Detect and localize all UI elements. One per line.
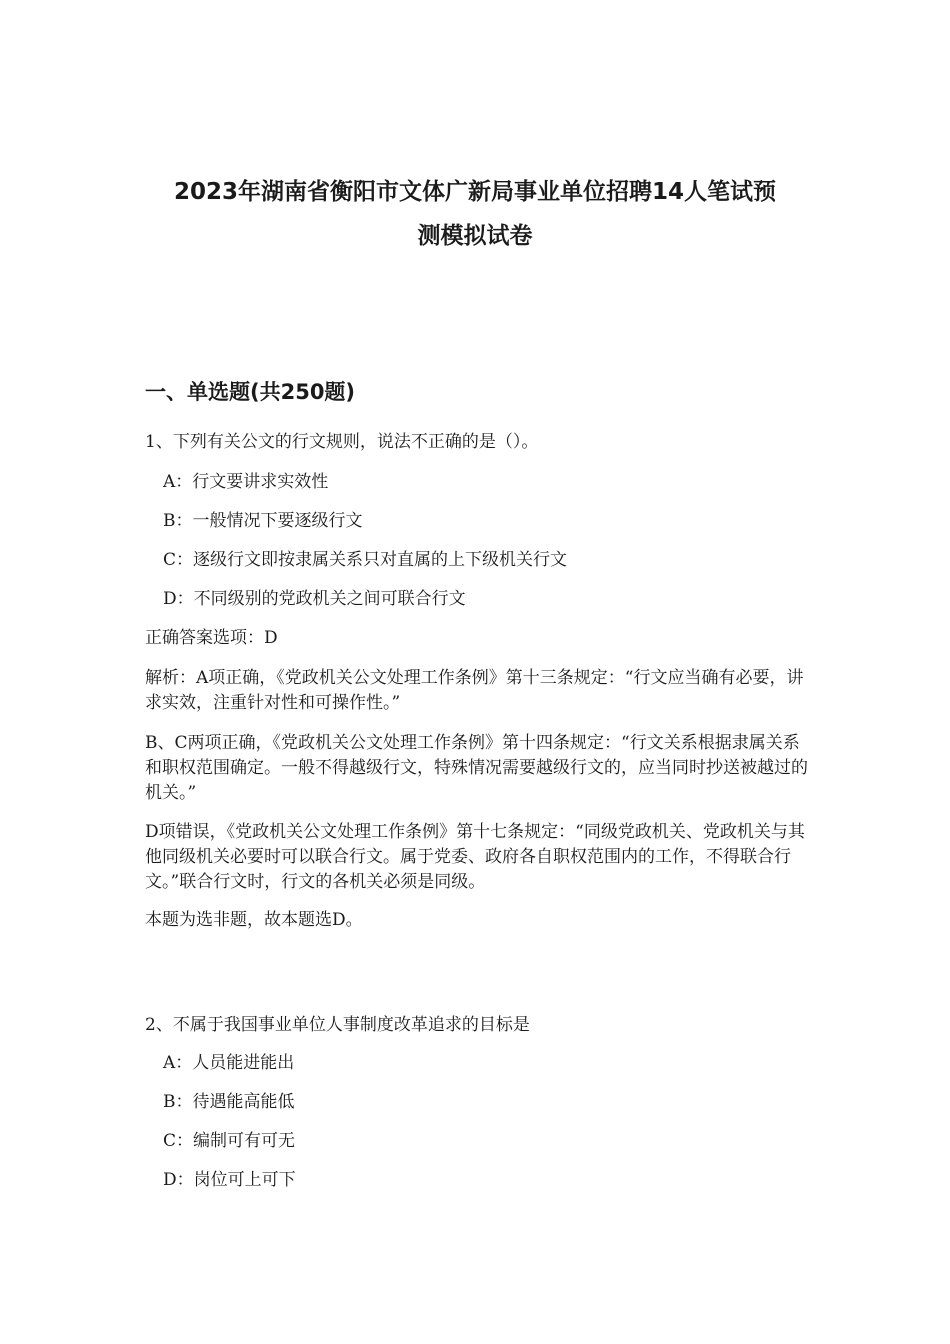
option-c: C：编制可有可无 — [163, 1131, 296, 1151]
analysis-paragraph: B、C两项正确，《党政机关公文处理工作条例》第十四条规定：“行文关系根据隶属关系和职权范围确定。一般不得越级行文，特殊情况需要越级行文的，应当同时抄送被越过的机关。” — [145, 733, 808, 803]
option-c: C：逐级行文即按隶属关系只对直属的上下级机关行文 — [163, 550, 568, 570]
analysis-conclusion: 本题为选非题，故本题选D。 — [145, 910, 363, 930]
analysis-paragraph: D项错误，《党政机关公文处理工作条例》第十七条规定：“同级党政机关、党政机关与其他同级机关必要时可以联合行文。属于党委、政府各自职权范围内的工作，不得联合行文。”联合行文时，行文的各机关必须是同级。 — [145, 822, 805, 892]
question-stem: 2、不属于我国事业单位人事制度改革追求的目标是 — [145, 1015, 530, 1035]
option-b: B：一般情况下要逐级行文 — [163, 511, 363, 531]
question-stem: 1、下列有关公文的行文规则，说法不正确的是（）。 — [145, 432, 539, 452]
document-title — [120, 170, 830, 258]
option-a: A：行文要讲求实效性 — [163, 472, 329, 492]
correct-answer: 正确答案选项：D — [145, 628, 278, 648]
option-d: D：岗位可上可下 — [163, 1170, 296, 1190]
document-title-line-1: 2023年湖南省衡阳市文体广新局事业单位招聘14人笔试预 — [173, 179, 777, 205]
option-b: B：待遇能高能低 — [163, 1092, 295, 1112]
analysis-paragraph: 解析：A项正确，《党政机关公文处理工作条例》第十三条规定：“行文应当确有必要，讲求实效，注重针对性和可操作性。” — [145, 668, 804, 713]
option-d: D：不同级别的党政机关之间可联合行文 — [163, 589, 466, 609]
document-title-line-2: 测模拟试卷 — [417, 223, 533, 249]
option-a: A：人员能进能出 — [163, 1053, 295, 1073]
section-heading: 一、单选题(共250题) — [145, 380, 356, 404]
